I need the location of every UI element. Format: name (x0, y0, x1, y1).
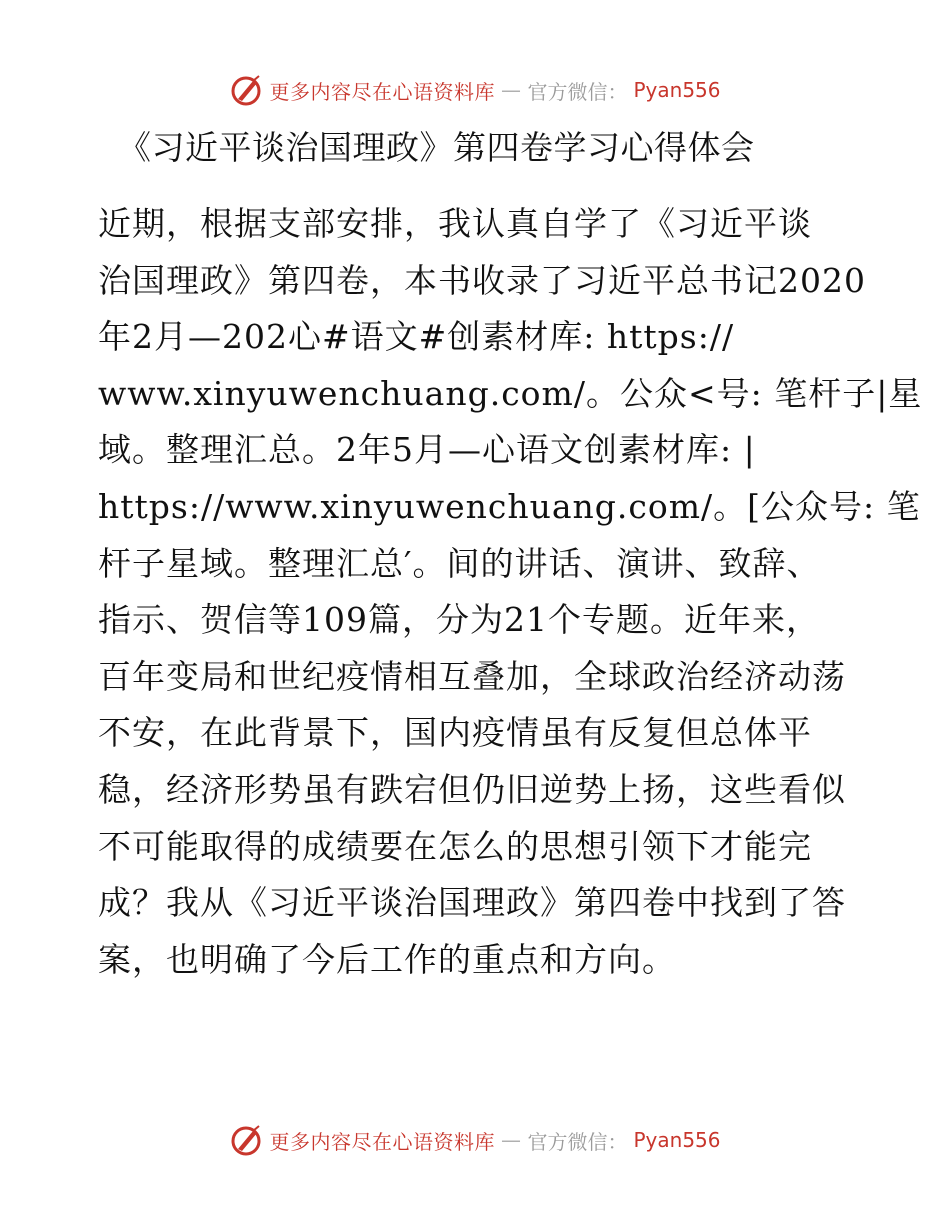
body-line: www.xinyuwenchuang.com/。公众<号: 笔杆子|星 (98, 373, 923, 413)
footer-wechat-id: Pyan556 (633, 1128, 721, 1152)
header-banner-text: 更多内容尽在心语资料库 (269, 79, 495, 104)
body-line: 杆子星域。整理汇总′。间的讲话、演讲、致辞、 (98, 543, 821, 583)
body-line: 百年变局和世纪疫情相互叠加，全球政治经济动荡 (98, 656, 846, 696)
body-line: https://www.xinyuwenchuang.com/。[公众号: 笔 (98, 486, 921, 526)
footer-banner (0, 1122, 950, 1158)
body-line: 近期，根据支部安排，我认真自学了《习近平谈 (98, 204, 812, 243)
quill-pen-logo-icon (229, 1123, 263, 1157)
body-line: 域。整理汇总。2年5月—心语文创素材库: | (98, 430, 756, 470)
body-line: 指示、贺信等109篇，分为21个专题。近年来， (98, 600, 820, 640)
document-title: 《习近平谈治国理政》第四卷学习心得体会 (118, 128, 755, 167)
document-body (98, 196, 923, 988)
body-line: 治国理政》第四卷，本书收录了习近平总书记2020 (98, 260, 866, 300)
header-wechat-label: 官方微信： (527, 79, 628, 104)
footer-banner-text: 更多内容尽在心语资料库 (269, 1129, 495, 1154)
header-banner (0, 72, 950, 108)
footer-wechat-label: 官方微信： (527, 1129, 628, 1154)
body-line: 不安，在此背景下，国内疫情虽有反复但总体平 (98, 713, 812, 753)
quill-pen-logo-icon (229, 73, 263, 107)
footer-banner-separator: — (500, 1128, 522, 1152)
body-line: 案，也明确了今后工作的重点和方向。 (98, 939, 676, 979)
header-banner-separator: — (500, 78, 522, 102)
header-wechat-id: Pyan556 (633, 78, 721, 102)
body-line: 不可能取得的成绩要在怎么的思想引领下才能完 (98, 826, 812, 866)
body-line: 成？我从《习近平谈治国理政》第四卷中找到了答 (98, 883, 846, 923)
body-line: 稳，经济形势虽有跌宕但仍旧逆势上扬，这些看似 (98, 769, 846, 809)
body-line: 年2月—202心#语文#创素材库: https:// (98, 317, 735, 357)
